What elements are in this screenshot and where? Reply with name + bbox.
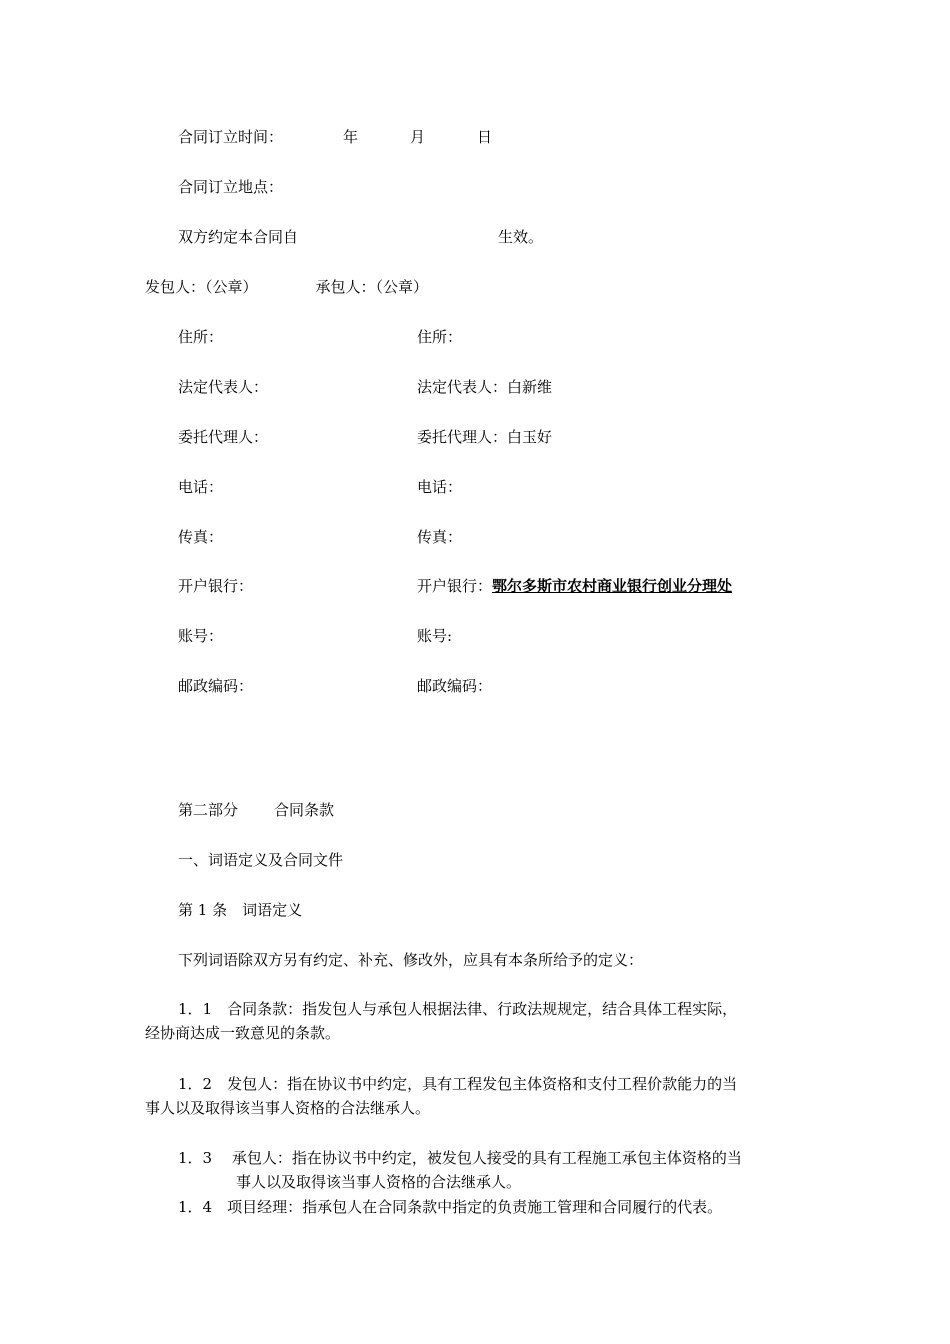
clause-1-2-line2: 事人以及取得该当事人资格的合法继承人。 [145, 1099, 431, 1117]
contractor-bank-name: 鄂尔多斯市农村商业银行创业分理处 [492, 577, 733, 595]
employer-agent: 委托代理人： [178, 428, 269, 446]
contractor-legal-rep: 法定代表人：白新维 [417, 378, 553, 396]
clause-1-3-line2: 事人以及取得该当事人资格的合法继承人。 [236, 1173, 522, 1191]
year-label: 年 [343, 128, 359, 146]
part2-heading [178, 800, 334, 820]
part2-title: 合同条款 [274, 801, 335, 819]
employer-postcode: 邮政编码： [178, 677, 254, 695]
parties-line [145, 277, 428, 297]
signing-place-line: 合同订立地点： [178, 178, 284, 196]
month-label: 月 [410, 128, 426, 146]
clause-1-3-line1: 1．3 承包人：指在协议书中约定，被发包人接受的具有工程施工承包主体资格的当 [178, 1149, 742, 1167]
employer-legal-rep: 法定代表人： [178, 378, 269, 396]
contractor-agent: 委托代理人：白玉好 [417, 428, 553, 446]
contractor-bank-label: 开户银行： [417, 577, 493, 595]
effective-line [178, 227, 543, 247]
contractor-phone: 电话： [417, 478, 463, 496]
employer-phone: 电话： [178, 478, 224, 496]
contractor-postcode: 邮政编码： [417, 677, 493, 695]
clause-1-1-line2: 经协商达成一致意见的条款。 [145, 1024, 341, 1042]
date-label: 合同订立时间： [178, 128, 284, 146]
effective-prefix: 双方约定本合同自 [178, 228, 299, 246]
part2-number: 第二部分 [178, 801, 239, 819]
contractor-bank [417, 576, 732, 596]
signing-date-line [178, 127, 492, 147]
contractor-account: 账号: [417, 627, 453, 645]
clause-1-1-line1: 1．1 合同条款：指发包人与承包人根据法律、行政法规规定，结合具体工程实际， [178, 1000, 738, 1018]
day-label: 日 [477, 128, 493, 146]
section-heading: 一、词语定义及合同文件 [178, 851, 344, 869]
employer-fax: 传真： [178, 528, 224, 546]
clause-1-4: 1．4 项目经理：指承包人在合同条款中指定的负责施工管理和合同履行的代表。 [178, 1198, 723, 1216]
employer-address: 住所： [178, 328, 224, 346]
contractor-seal-label: 承包人：（公章） [315, 278, 429, 296]
employer-account: 账号： [178, 627, 224, 645]
definitions-intro: 下列词语除双方另有约定、补充、修改外，应具有本条所给予的定义： [178, 951, 644, 969]
contractor-address: 住所： [417, 328, 463, 346]
employer-seal-label: 发包人：（公章） [145, 278, 258, 296]
clause-1-2-line1: 1．2 发包人：指在协议书中约定，具有工程发包主体资格和支付工程价款能力的当 [178, 1075, 738, 1093]
contractor-fax: 传真： [417, 528, 463, 546]
employer-bank: 开户银行： [178, 577, 254, 595]
effective-suffix: 生效。 [498, 228, 544, 246]
article-heading: 第 1 条 词语定义 [178, 901, 303, 919]
